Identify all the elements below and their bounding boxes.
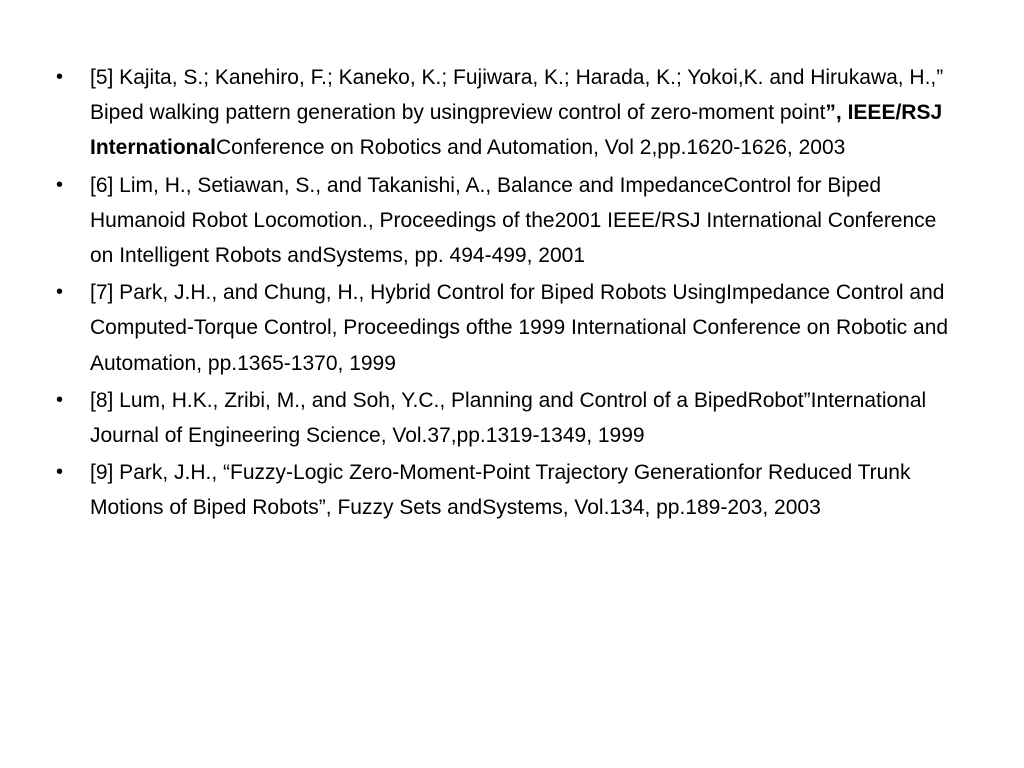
reference-text: [8] Lum, H.K., Zribi, M., and Soh, Y.C., Planning and Control of a BipedRobot”International Journal of Engineering Science, Vol.37,pp.1319-1349, 1999 bbox=[90, 388, 927, 448]
reference-text: [6] Lim, H., Setiawan, S., and Takanishi, A., Balance and ImpedanceControl for Biped Humanoid Robot Locomotion., Proceedings of the2001 IEEE/RSJ International Conference on Intelligent Robots andSystems, pp. 494-499, 2001 bbox=[90, 173, 937, 268]
bullet-icon: • bbox=[56, 461, 64, 484]
reference-bold-text: ”, IEEE/RSJ International bbox=[90, 101, 943, 160]
reference-item-6 bbox=[50, 168, 960, 274]
reference-text: [9] Park, J.H., “Fuzzy-Logic Zero-Moment-Point Trajectory Generationfor Reduced Trunk Motions of Biped Robots”, Fuzzy Sets andSystems, Vol.134, pp.189-203, 2003 bbox=[90, 461, 911, 520]
reference-text-continued: Conference on Robotics and Automation, Vol 2,pp.1620-1626, 2003 bbox=[216, 136, 846, 160]
reference-item-5 bbox=[50, 60, 960, 166]
reference-item-8 bbox=[50, 383, 960, 453]
reference-text: [7] Park, J.H., and Chung, H., Hybrid Control for Biped Robots UsingImpedance Control and Computed-Torque Control, Proceedings ofthe 1999 International Conference on Robotic and Automation, pp.1365-1370, 1999 bbox=[90, 281, 949, 375]
reference-text: [5] Kajita, S.; Kanehiro, F.; Kaneko, K.; Fujiwara, K.; Harada, K.; Yokoi,K. and Hirukawa, H.,” Biped walking pattern generation by usingpreview control of zero-moment point bbox=[90, 66, 944, 125]
bullet-icon: • bbox=[56, 173, 64, 196]
bullet-icon: • bbox=[56, 281, 64, 304]
reference-item-7 bbox=[50, 275, 960, 381]
bullet-icon: • bbox=[56, 66, 64, 88]
reference-item-9 bbox=[50, 455, 960, 525]
reference-list bbox=[50, 60, 960, 528]
bullet-icon: • bbox=[56, 388, 64, 411]
